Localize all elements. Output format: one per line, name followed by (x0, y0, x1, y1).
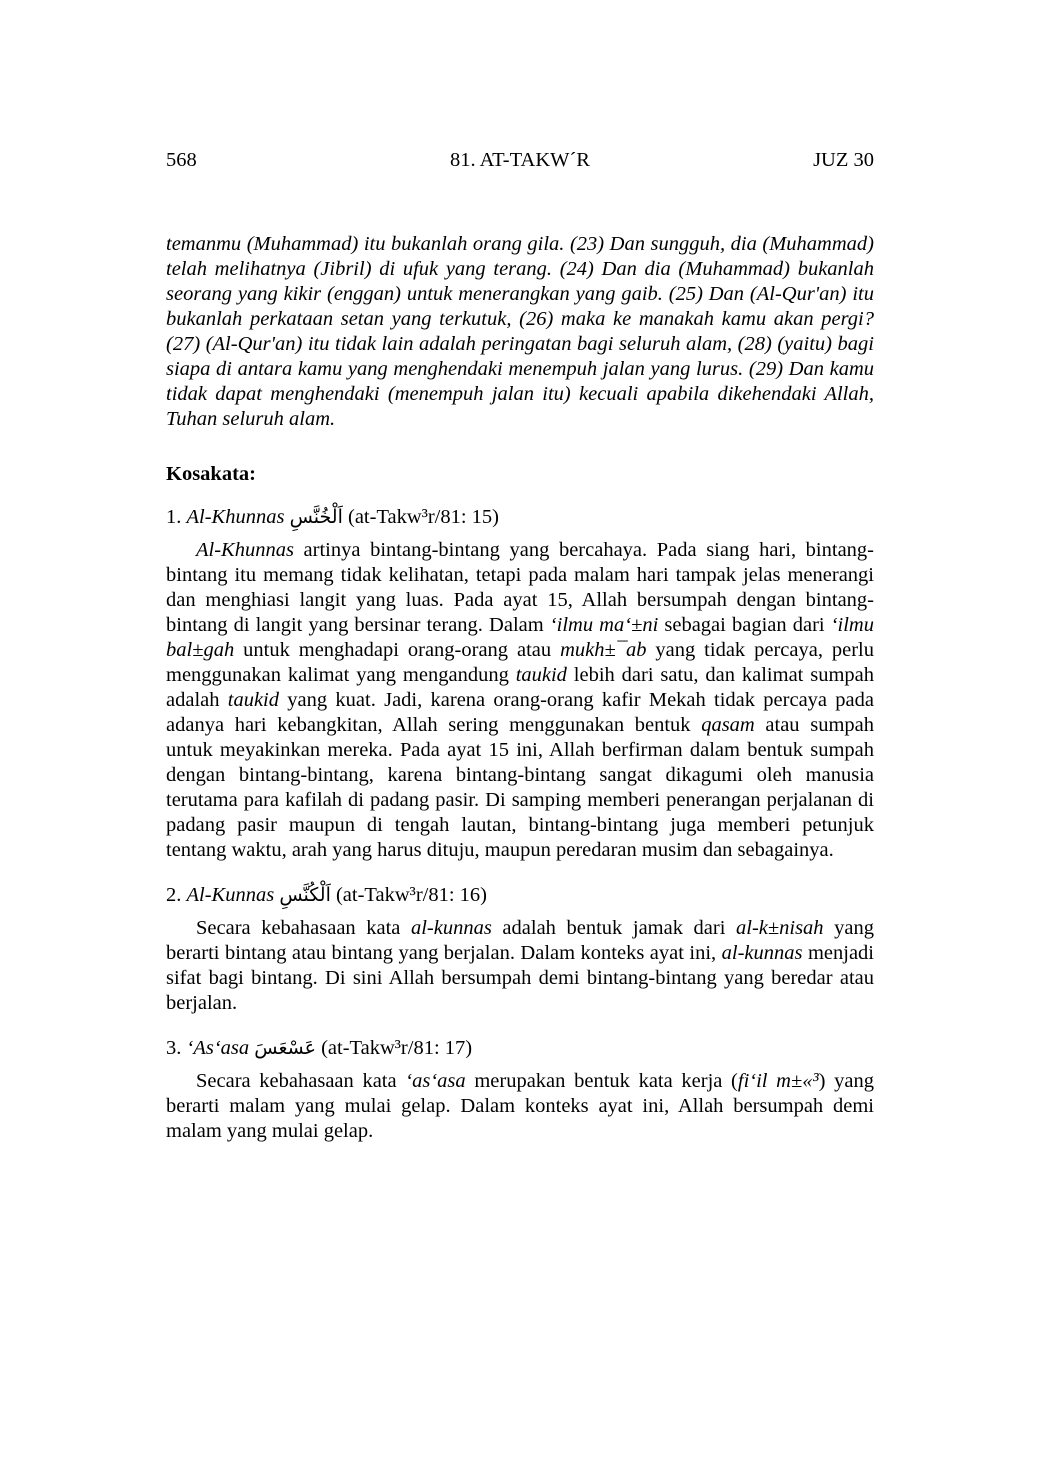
entry-arabic: اَلْخُنَّسِ (289, 506, 343, 528)
page-number: 568 (166, 149, 197, 171)
entry-heading-1 (166, 505, 874, 530)
text-run: untuk menghadapi orang-orang atau (234, 639, 561, 661)
entry-term: Al-Khunnas (186, 506, 285, 528)
text-run: merupakan bentuk kata kerja ( (465, 1070, 738, 1092)
page-header (166, 146, 874, 174)
entry-term: Al-Kunnas (186, 884, 275, 906)
italic-term: ‘as‘asa (405, 1070, 466, 1092)
italic-term: qasam (701, 714, 755, 736)
entry-body-3 (166, 1069, 874, 1144)
italic-term: taukid (227, 689, 280, 711)
italic-term: al-kunnas (410, 917, 492, 939)
translation-paragraph: temanmu (Muhammad) itu bukanlah orang gila. (23) Dan sungguh, dia (Muhammad) telah melihatnya (Jibril) di ufuk yang terang. (24) Dan dia (Muhammad) bukanlah seorang yang kikir (enggan) untuk menerangkan yang gaib. (25) Dan (Al-Qur'an) itu bukanlah perkataan setan yang terkutuk, (26) maka ke manakah kamu akan pergi? (27) (Al-Qur'an) itu tidak lain adalah peringatan bagi seluruh alam, (28) (yaitu) bagi siapa di antara kamu yang menghendaki menempuh jalan yang lurus. (29) Dan kamu tidak dapat menghendaki (menempuh jalan itu) kecuali apabila dikehendaki Allah, Tuhan seluruh alam. (166, 233, 874, 430)
text-run: menjadi sifat bagi bintang. Di sini Allah bersumpah demi bintang-bintang yang beredar atau berjalan. (166, 942, 874, 1014)
entry-reference: (at-Takw³r/81: 16) (335, 884, 487, 906)
text-run: Secara kebahasaan kata (196, 917, 411, 939)
text-run: yang berarti bintang atau bintang yang berjalan. Dalam konteks ayat ini, (166, 917, 874, 964)
text-run: Secara kebahasaan kata (196, 1070, 406, 1092)
text-run: lebih dari satu, dan kalimat sumpah adalah (166, 664, 874, 711)
chapter-title: 81. AT-TAKW´R (450, 149, 590, 171)
entry-reference: (at-Takw³r/81: 15) (348, 506, 500, 528)
entry-number: 1. (166, 506, 182, 528)
kosakata-heading: Kosakata: (166, 463, 256, 485)
entry-arabic: عَسْعَسَ (254, 1037, 316, 1059)
entry-term: ‘As‘asa (186, 1037, 250, 1059)
entry-heading-3 (166, 1036, 874, 1061)
juz-label: JUZ 30 (813, 149, 874, 171)
text-run: ) yang berarti malam yang mulai gelap. Dalam konteks ayat ini, Allah bersumpah demi malam yang mulai gelap. (166, 1070, 874, 1142)
text-run: yang tidak percaya, perlu menggunakan kalimat yang mengandung (166, 639, 874, 686)
italic-term: ‘ilmu ma‘±ni (549, 614, 659, 636)
italic-term: Al-Khunnas (196, 539, 294, 561)
text-run: atau sumpah untuk meyakinkan mereka. Pada ayat 15 ini, Allah berfirman dalam bentuk sumpah dengan bintang-bintang, karena bintang-bintang sangat dikagumi oleh manusia terutama para kafilah di padang pasir. Di samping memberi penerangan perjalanan di padang pasir maupun di tengah lautan, bintang-bintang juga memberi petunjuk tentang waktu, arah yang harus dituju, maupun peredaran musim dan sebagainya. (166, 714, 874, 861)
entry-number: 2. (166, 884, 182, 906)
italic-term: al-kunnas (721, 942, 803, 964)
entry-reference: (at-Takw³r/81: 17) (321, 1037, 473, 1059)
text-run: sebagai bagian dari (658, 614, 831, 636)
entry-heading-2 (166, 883, 874, 908)
page-body (166, 232, 874, 1144)
entry-body-2 (166, 916, 874, 1016)
entry-body-1 (166, 538, 874, 863)
entry-number: 3. (166, 1037, 182, 1059)
italic-term: al-k±nisah (736, 917, 824, 939)
italic-term: ‘ilmu bal±gah (166, 614, 874, 661)
italic-term: taukid (515, 664, 567, 686)
text-run: yang kuat. Jadi, karena orang-orang kafir Mekah tidak percaya pada adanya hari kebangkitan, Allah sering menggunakan bentuk (166, 689, 874, 736)
italic-term: fi‘il m±«³ (737, 1070, 819, 1092)
entry-arabic: اَلْكُنَّسِ (279, 884, 331, 906)
italic-term: mukh±¯ab (560, 639, 647, 661)
text-run: adalah bentuk jamak dari (491, 917, 736, 939)
text-run: artinya bintang-bintang yang bercahaya. Pada siang hari, bintang-bintang itu memang tidak kelihatan, tetapi pada malam hari tampak jelas menerangi dan menghiasi langit yang luas. Pada ayat 15, Allah bersumpah dengan bintang-bintang di langit yang bersinar terang. Dalam (166, 539, 874, 636)
